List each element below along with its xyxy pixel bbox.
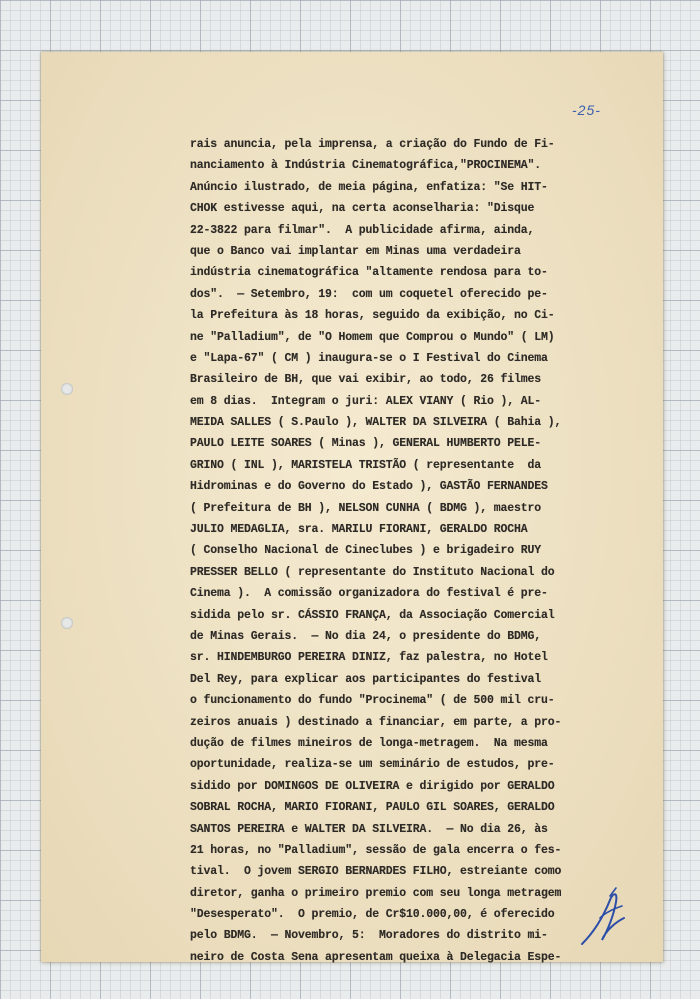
text-line: o funcionamento do fundo "Procinema" ( de 500 mil cru-	[190, 694, 555, 708]
page-number: -25-	[572, 102, 601, 118]
text-line: indústria cinematográfica "altamente rendosa para to-	[190, 266, 548, 280]
text-line: SANTOS PEREIRA e WALTER DA SILVEIRA. — No dia 26, às	[190, 822, 548, 836]
typewritten-text	[190, 134, 630, 968]
text-line: la Prefeitura às 18 horas, seguido da exibição, no Ci-	[190, 309, 555, 323]
text-line: PRESSER BELLO ( representante do Instituto Nacional do	[190, 565, 555, 579]
text-line: ne "Palladium", de "O Homem que Comprou o Mundo" ( LM)	[190, 330, 555, 344]
text-line: sr. HINDEMBURGO PEREIRA DINIZ, faz palestra, no Hotel	[190, 651, 548, 665]
text-line: Anúncio ilustrado, de meia página, enfatiza: "Se HIT-	[190, 180, 548, 194]
text-line: dos". — Setembro, 19: com um coquetel oferecido pe-	[190, 287, 548, 301]
text-line: rais anuncia, pela imprensa, a criação do Fundo de Fi-	[190, 138, 555, 151]
text-line: e "Lapa-67" ( CM ) inaugura-se o I Festival do Cinema	[190, 351, 548, 365]
text-line: sidido por DOMINGOS DE OLIVEIRA e dirigido por GERALDO	[190, 779, 555, 793]
text-line: 22-3822 para filmar". A publicidade afirma, ainda,	[190, 223, 535, 237]
text-line: PAULO LEITE SOARES ( Minas ), GENERAL HUMBERTO PELE-	[190, 437, 542, 451]
text-line: Hidrominas e do Governo do Estado ), GASTÃO FERNANDES	[190, 480, 548, 494]
text-line: de Minas Gerais. — No dia 24, o presidente do BDMG,	[190, 629, 542, 643]
text-line: SOBRAL ROCHA, MARIO FIORANI, PAULO GIL SOARES, GERALDO	[190, 801, 555, 815]
signature-mark	[572, 882, 632, 952]
punch-hole-top	[61, 383, 73, 395]
text-line: dução de filmes mineiros de longa-metragem. Na mesma	[190, 736, 548, 750]
text-line: Cinema ). A comissão organizadora do festival é pre-	[190, 587, 548, 601]
text-line: CHOK estivesse aqui, na certa aconselharia: "Disque	[190, 202, 535, 216]
text-line: tival. O jovem SERGIO BERNARDES FILHO, estreiante como	[190, 865, 562, 879]
text-line: "Desesperato". O premio, de Cr$10.000,00, é oferecido	[190, 908, 555, 922]
text-line: pelo BDMG. — Novembro, 5: Moradores do distrito mi-	[190, 929, 548, 943]
text-line: em 8 dias. Integram o juri: ALEX VIANY ( Rio ), AL-	[190, 394, 542, 408]
text-line: JULIO MEDAGLIA, sra. MARILU FIORANI, GERALDO ROCHA	[190, 523, 528, 537]
text-line: neiro de Costa Sena apresentam queixa à Delegacia Espe-	[190, 950, 562, 964]
text-line: oportunidade, realiza-se um seminário de estudos, pre-	[190, 758, 555, 772]
text-line: 21 horas, no "Palladium", sessão de gala encerra o fes-	[190, 843, 562, 857]
text-line: nanciamento à Indústria Cinematográfica,"PROCINEMA".	[190, 159, 542, 173]
text-line: ( Prefeitura de BH ), NELSON CUNHA ( BDMG ), maestro	[190, 501, 542, 515]
text-line: zeiros anuais ) destinado a financiar, em parte, a pro-	[190, 715, 562, 729]
text-line: Del Rey, para explicar aos participantes do festival	[190, 672, 542, 686]
text-line: ( Conselho Nacional de Cineclubes ) e brigadeiro RUY	[190, 544, 542, 558]
text-line: diretor, ganha o primeiro premio com seu longa metragem	[190, 886, 562, 900]
text-line: que o Banco vai implantar em Minas uma verdadeira	[190, 244, 521, 258]
text-line: GRINO ( INL ), MARISTELA TRISTÃO ( representante da	[190, 458, 542, 472]
punch-hole-bottom	[61, 617, 73, 629]
text-line: sidida pelo sr. CÁSSIO FRANÇA, da Associação Comercial	[190, 608, 555, 622]
text-line: Brasileiro de BH, que vai exibir, ao todo, 26 filmes	[190, 373, 542, 387]
text-line: MEIDA SALLES ( S.Paulo ), WALTER DA SILVEIRA ( Bahia ),	[190, 416, 562, 430]
